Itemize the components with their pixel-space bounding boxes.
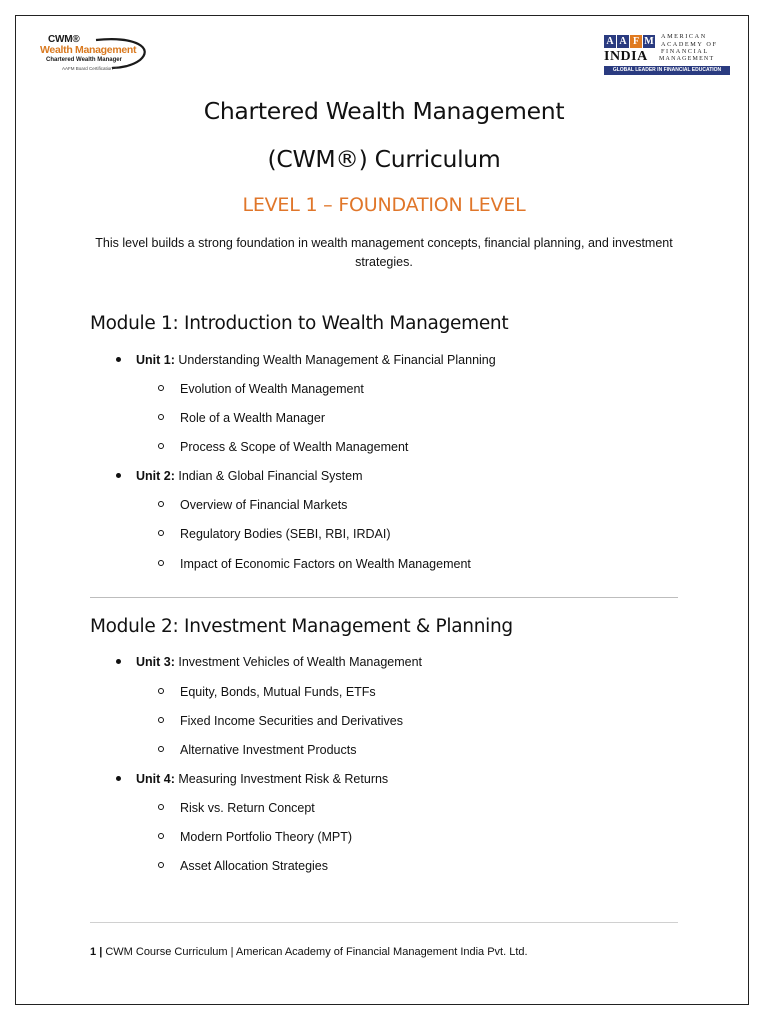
section-divider (90, 597, 678, 598)
circle-bullet-icon (158, 443, 164, 449)
circle-bullet-icon (158, 688, 164, 694)
unit-3-label: Unit 3: (136, 655, 175, 669)
aafm-letter-a1: A (604, 35, 616, 48)
topic-text: Asset Allocation Strategies (180, 859, 328, 873)
bullet-icon (116, 776, 121, 781)
aafm-letter-boxes (604, 35, 655, 48)
circle-bullet-icon (158, 804, 164, 810)
circle-bullet-icon (158, 560, 164, 566)
unit-3-title: Investment Vehicles of Wealth Management (178, 655, 423, 669)
cwm-logo (36, 34, 154, 80)
topic-text: Role of a Wealth Manager (180, 411, 325, 425)
circle-bullet-icon (158, 530, 164, 536)
unit-1-title: Understanding Wealth Management & Financial Planning (178, 353, 496, 367)
aafm-name-text (661, 33, 718, 56)
topic-text: Overview of Financial Markets (180, 498, 348, 512)
intro-paragraph: This level builds a strong foundation in wealth management concepts, financial planning, and investment strategies. (95, 236, 673, 269)
aafm-letter-f: F (630, 35, 642, 48)
circle-bullet-icon (158, 385, 164, 391)
topic-text: Risk vs. Return Concept (180, 801, 315, 815)
module-2-title: Module 2: Investment Management & Planning (90, 616, 513, 637)
logo-certification-text: AAFM Board Certification™ (62, 66, 118, 71)
page-number: 1 (90, 946, 97, 958)
logo-chartered-text: Chartered Wealth Manager (46, 57, 122, 63)
aafm-letter-a2: A (617, 35, 629, 48)
topic-text: Process & Scope of Wealth Management (180, 440, 409, 454)
logo-cwm-text: CWM® (48, 34, 80, 45)
unit-1-label: Unit 1: (136, 353, 175, 367)
aafm-management-text: MANAGEMENT (659, 56, 715, 62)
circle-bullet-icon (158, 862, 164, 868)
aafm-india-text: INDIA (604, 49, 648, 64)
footer-separator: | (99, 946, 103, 958)
bullet-icon (116, 357, 121, 362)
page-footer (90, 946, 528, 958)
page-title-line1: Chartered Wealth Management (203, 97, 565, 125)
aafm-line-1: AMERICAN (661, 33, 707, 40)
circle-bullet-icon (158, 501, 164, 507)
unit-2-title: Indian & Global Financial System (178, 469, 363, 483)
unit-4-label: Unit 4: (136, 772, 175, 786)
logo-wealth-management-text: Wealth Management (40, 44, 137, 56)
bullet-icon (116, 659, 121, 664)
circle-bullet-icon (158, 833, 164, 839)
topic-text: Impact of Economic Factors on Wealth Management (180, 557, 471, 571)
topic-text: Equity, Bonds, Mutual Funds, ETFs (180, 685, 376, 699)
topic-text: Evolution of Wealth Management (180, 382, 364, 396)
unit-2-label: Unit 2: (136, 469, 175, 483)
aafm-line-3: FINANCIAL (661, 48, 709, 56)
aafm-india-logo (604, 33, 730, 77)
topic-text: Regulatory Bodies (SEBI, RBI, IRDAI) (180, 527, 391, 541)
circle-bullet-icon (158, 717, 164, 723)
topic-text: Alternative Investment Products (180, 743, 357, 757)
aafm-tagline: GLOBAL LEADER IN FINANCIAL EDUCATION (604, 66, 730, 75)
aafm-line-2: ACADEMY OF (661, 40, 718, 48)
bullet-icon (116, 473, 121, 478)
aafm-letter-m: M (644, 36, 654, 47)
circle-bullet-icon (158, 414, 164, 420)
page-title-line2: (CWM®) Curriculum (267, 145, 501, 173)
module-1-title: Module 1: Introduction to Wealth Management (90, 313, 509, 334)
footer-divider (90, 922, 678, 923)
unit-4-title: Measuring Investment Risk & Returns (178, 772, 389, 786)
topic-text: Modern Portfolio Theory (MPT) (180, 830, 353, 844)
footer-text: CWM Course Curriculum | American Academy of Financial Management India Pvt. Ltd. (105, 946, 528, 958)
level-heading: LEVEL 1 – FOUNDATION LEVEL (242, 194, 526, 216)
circle-bullet-icon (158, 746, 164, 752)
topic-text: Fixed Income Securities and Derivatives (180, 714, 404, 728)
